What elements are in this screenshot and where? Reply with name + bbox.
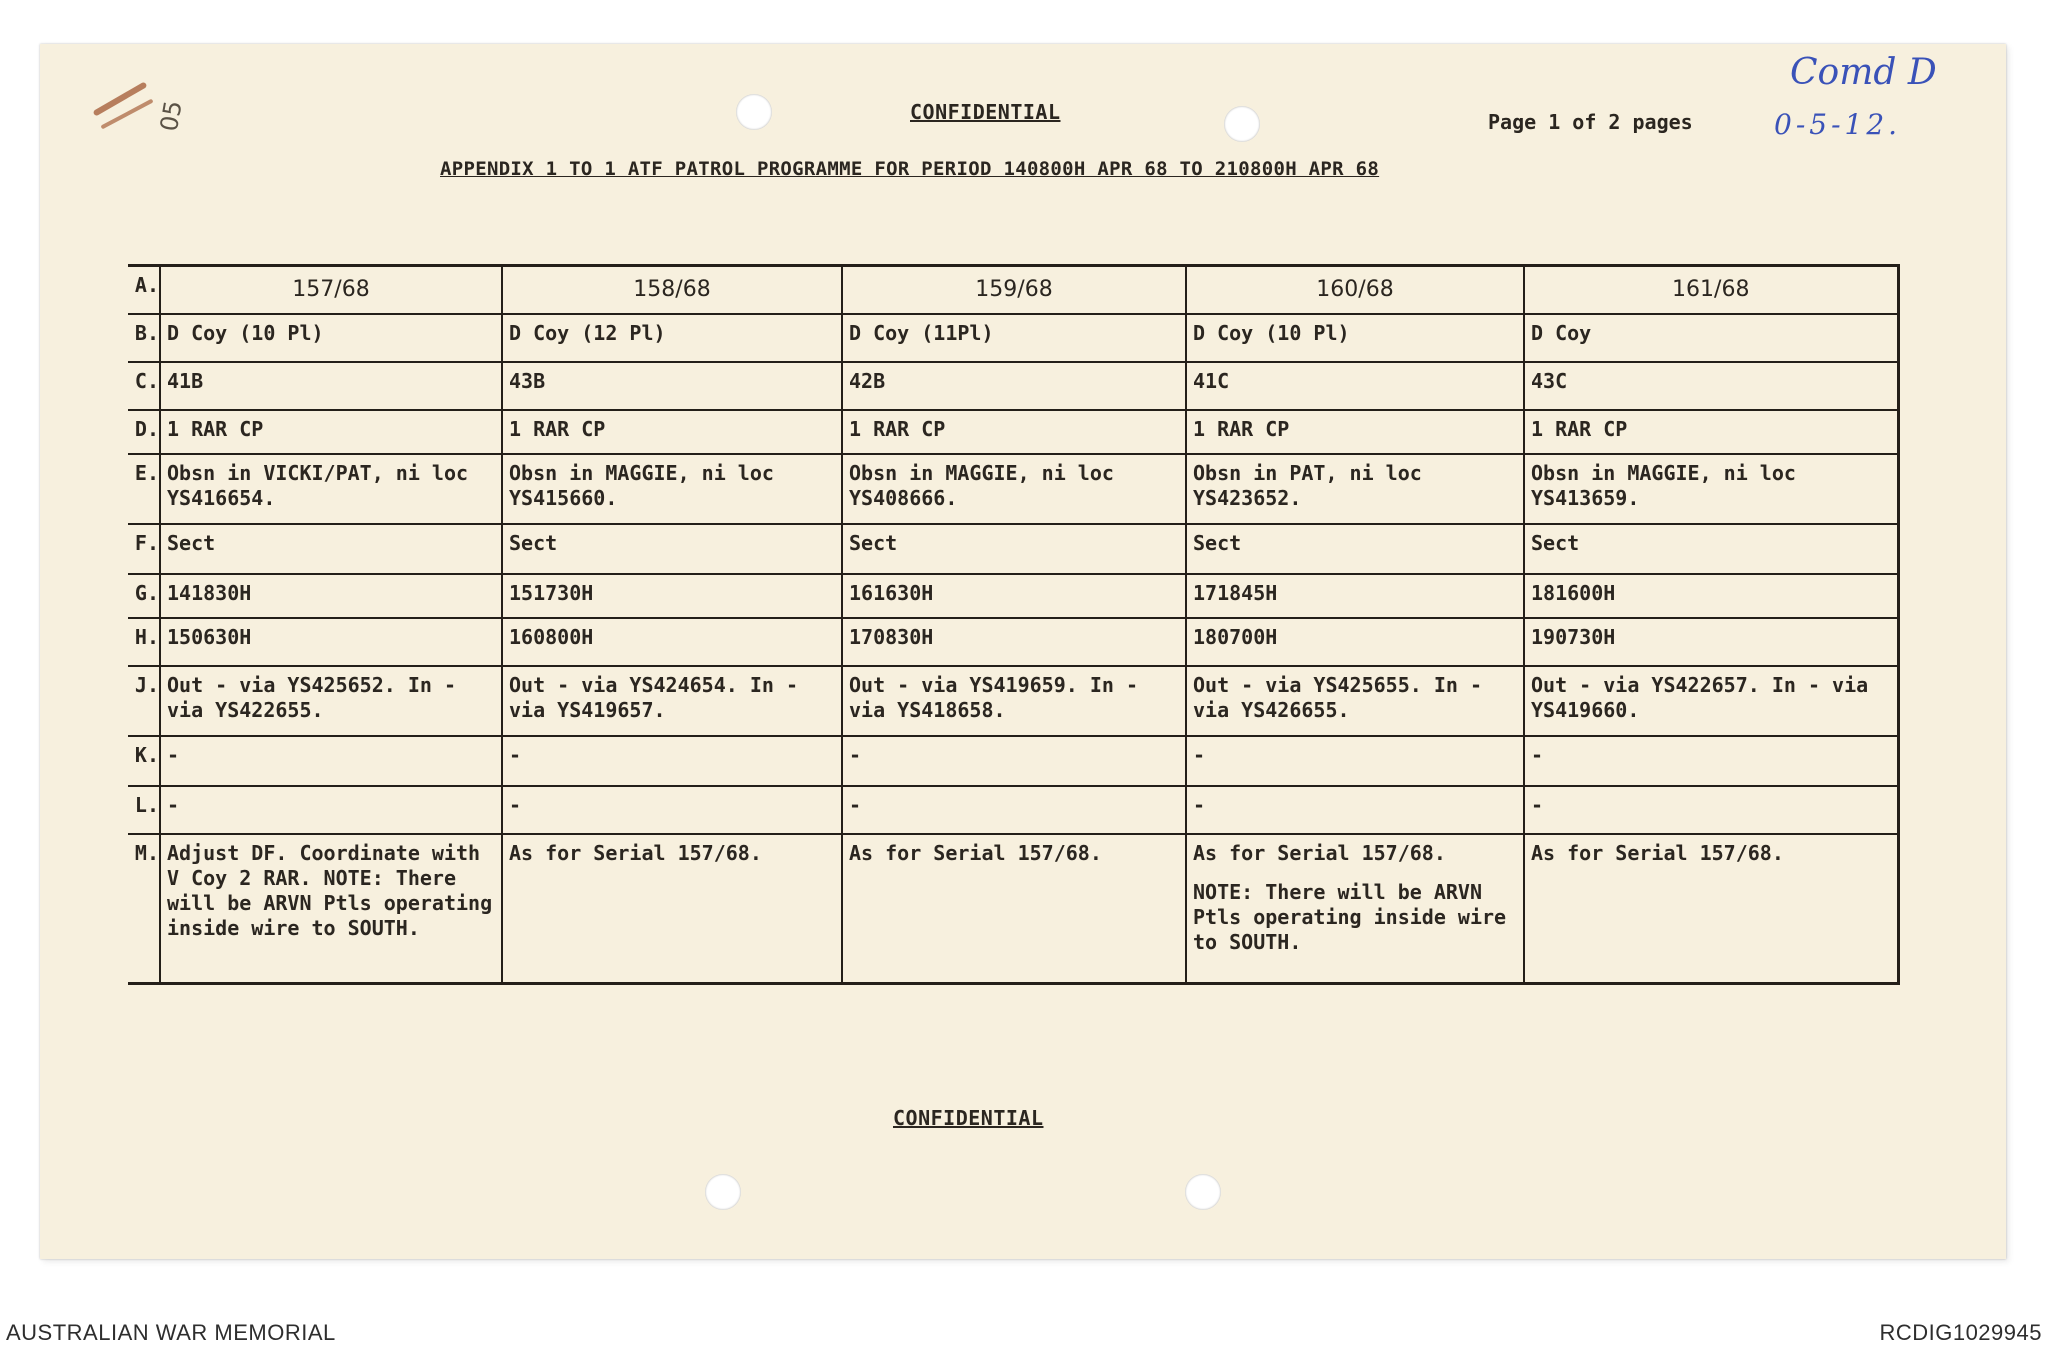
table-cell xyxy=(842,314,1186,362)
table-cell xyxy=(160,314,502,362)
table-cell xyxy=(502,454,842,524)
page-indicator: Page 1 of 2 pages xyxy=(1488,110,1693,134)
table-cell xyxy=(502,314,842,362)
table-cell xyxy=(1186,362,1524,410)
cell-text: 151730H xyxy=(509,580,594,605)
cell-text: - xyxy=(849,742,862,767)
table-row xyxy=(128,666,1898,736)
table-cell xyxy=(160,666,502,736)
patrol-table xyxy=(128,264,1900,985)
cell-text: 41B xyxy=(167,368,204,393)
table-cell xyxy=(1186,574,1524,618)
cell-text: 161630H xyxy=(849,580,934,605)
row-label: D. xyxy=(128,410,160,454)
cell-text: - xyxy=(1193,742,1206,767)
cell-text: 171845H xyxy=(1193,580,1278,605)
table-cell xyxy=(842,618,1186,666)
table-cell xyxy=(160,410,502,454)
row-label: F. xyxy=(128,524,160,574)
archive-item-id: RCDIG1029945 xyxy=(1879,1320,2042,1345)
cell-text: - xyxy=(1193,792,1206,817)
table-cell xyxy=(160,574,502,618)
table-cell xyxy=(1524,524,1898,574)
cell-text: 1 RAR CP xyxy=(849,416,946,441)
cell-text: 160/68 xyxy=(1316,277,1394,302)
page-title: APPENDIX 1 TO 1 ATF PATROL PROGRAMME FOR PERIOD 140800H APR 68 TO 210800H APR 68 xyxy=(440,158,1380,180)
cell-text: Sect xyxy=(849,530,898,555)
footer-classification: CONFIDENTIAL xyxy=(893,1106,1044,1130)
cell-text: 190730H xyxy=(1531,624,1616,649)
row-label: B. xyxy=(128,314,160,362)
cell-text: D Coy (10 Pl) xyxy=(1193,320,1350,345)
table-cell xyxy=(1186,454,1524,524)
cell-text: - xyxy=(849,792,862,817)
punch-hole-top-left xyxy=(736,94,772,130)
table-cell xyxy=(1186,618,1524,666)
table-cell xyxy=(1524,834,1898,984)
cell-text: 180700H xyxy=(1193,624,1278,649)
table-cell xyxy=(502,834,842,984)
table-cell xyxy=(1186,834,1524,984)
cell-text: - xyxy=(167,792,180,817)
serial-cell xyxy=(1186,266,1524,314)
cell-text: 43B xyxy=(509,368,546,393)
table-cell xyxy=(1524,314,1898,362)
table-cell xyxy=(842,524,1186,574)
cell-text: Out - via YS419659. In - via YS418658. xyxy=(849,672,1138,722)
cell-text: 159/68 xyxy=(975,277,1053,302)
table-row xyxy=(128,410,1898,454)
table-cell xyxy=(1524,362,1898,410)
row-label: G. xyxy=(128,574,160,618)
cell-text: 158/68 xyxy=(633,277,711,302)
table-row xyxy=(128,314,1898,362)
table-cell xyxy=(1524,786,1898,834)
table-cell xyxy=(160,454,502,524)
cell-text: 42B xyxy=(849,368,886,393)
table-cell xyxy=(160,786,502,834)
cell-text: D Coy (12 Pl) xyxy=(509,320,666,345)
cell-text: - xyxy=(509,742,522,767)
table-cell xyxy=(1186,524,1524,574)
table-cell xyxy=(160,618,502,666)
handwritten-annotation: 0-5-12. xyxy=(1774,108,1902,141)
cell-text: 1 RAR CP xyxy=(509,416,606,441)
cell-text: 1 RAR CP xyxy=(1193,416,1290,441)
cell-text: Out - via YS422657. In - via YS419660. xyxy=(1531,672,1869,722)
table-cell xyxy=(1524,736,1898,786)
table-cell xyxy=(1524,410,1898,454)
row-label: L. xyxy=(128,786,160,834)
row-label: C. xyxy=(128,362,160,410)
cell-text: 161/68 xyxy=(1672,277,1750,302)
table-row xyxy=(128,524,1898,574)
table-cell xyxy=(160,834,502,984)
table-cell xyxy=(842,666,1186,736)
cell-text: As for Serial 157/68. xyxy=(849,840,1102,865)
table-cell xyxy=(502,410,842,454)
cell-text: D Coy (11Pl) xyxy=(849,320,994,345)
cell-text: - xyxy=(509,792,522,817)
cell-text: Sect xyxy=(1193,530,1242,555)
table-cell xyxy=(842,410,1186,454)
table-cell xyxy=(1186,314,1524,362)
cell-text: Obsn in MAGGIE, ni loc YS415660. xyxy=(509,460,774,510)
punch-hole-bottom-left xyxy=(705,1174,741,1210)
table-row xyxy=(128,618,1898,666)
table-cell xyxy=(502,574,842,618)
cell-text: 150630H xyxy=(167,624,252,649)
table-row xyxy=(128,786,1898,834)
cell-text: - xyxy=(167,742,180,767)
table-cell xyxy=(1186,410,1524,454)
table-cell xyxy=(842,454,1186,524)
cell-text: Out - via YS425655. In - via YS426655. xyxy=(1193,672,1482,722)
punch-hole-top-right xyxy=(1224,106,1260,142)
cell-text: 41C xyxy=(1193,368,1230,393)
cell-text: - xyxy=(1531,792,1544,817)
table-cell xyxy=(842,834,1186,984)
corner-mark: 05 xyxy=(154,98,188,134)
cell-text: 141830H xyxy=(167,580,252,605)
header-classification: CONFIDENTIAL xyxy=(910,100,1061,124)
cell-text: Adjust DF. Coordinate with V Coy 2 RAR. NOTE: There will be ARVN Ptls operating inside wire to SOUTH. xyxy=(167,840,493,940)
serial-cell xyxy=(842,266,1186,314)
table-cell xyxy=(1524,618,1898,666)
cell-text: 157/68 xyxy=(292,277,370,302)
cell-text: 1 RAR CP xyxy=(1531,416,1628,441)
table-cell xyxy=(502,362,842,410)
cell-text: Sect xyxy=(509,530,558,555)
cell-text: D Coy (10 Pl) xyxy=(167,320,324,345)
table-cell xyxy=(1524,574,1898,618)
cell-text: As for Serial 157/68. xyxy=(509,840,762,865)
table-row xyxy=(128,574,1898,618)
cell-text: As for Serial 157/68. xyxy=(1531,840,1784,865)
table-row xyxy=(128,362,1898,410)
handwritten-annotation: Comd D xyxy=(1790,52,1937,93)
table-cell xyxy=(502,786,842,834)
table-row xyxy=(128,736,1898,786)
table-cell xyxy=(1186,736,1524,786)
cell-text: 43C xyxy=(1531,368,1568,393)
table-cell xyxy=(1186,666,1524,736)
cell-text: Out - via YS424654. In - via YS419657. xyxy=(509,672,798,722)
cell-text: Obsn in MAGGIE, ni loc YS408666. xyxy=(849,460,1114,510)
table-cell xyxy=(1186,786,1524,834)
row-label: K. xyxy=(128,736,160,786)
archive-institution: AUSTRALIAN WAR MEMORIAL xyxy=(6,1320,336,1345)
row-label: M. xyxy=(128,834,160,984)
table-row xyxy=(128,266,1898,314)
serial-cell xyxy=(1524,266,1898,314)
cell-text: 1 RAR CP xyxy=(167,416,264,441)
serial-cell xyxy=(502,266,842,314)
cell-text: D Coy xyxy=(1531,320,1592,345)
cell-text: Obsn in VICKI/PAT, ni loc YS416654. xyxy=(167,460,469,510)
row-label: A. xyxy=(128,266,160,314)
table-cell xyxy=(160,362,502,410)
table-cell xyxy=(502,618,842,666)
cell-text: - xyxy=(1531,742,1544,767)
cell-text: 160800H xyxy=(509,624,594,649)
serial-cell xyxy=(160,266,502,314)
table-cell xyxy=(842,362,1186,410)
table-cell xyxy=(1524,666,1898,736)
cell-text: Out - via YS425652. In - via YS422655. xyxy=(167,672,456,722)
table-cell xyxy=(160,524,502,574)
punch-hole-bottom-right xyxy=(1185,1174,1221,1210)
table-row xyxy=(128,834,1898,984)
table-cell xyxy=(842,786,1186,834)
table-cell xyxy=(1524,454,1898,524)
cell-text: 181600H xyxy=(1531,580,1616,605)
cell-text: 170830H xyxy=(849,624,934,649)
table-cell xyxy=(502,524,842,574)
row-label: J. xyxy=(128,666,160,736)
cell-text: Obsn in MAGGIE, ni loc YS413659. xyxy=(1531,460,1796,510)
remarks-note: NOTE: There will be ARVN Ptls operating inside wire to SOUTH. xyxy=(1193,879,1507,954)
row-label: H. xyxy=(128,618,160,666)
cell-text: Obsn in PAT, ni loc YS423652. xyxy=(1193,460,1422,510)
table-cell xyxy=(842,736,1186,786)
row-label: E. xyxy=(128,454,160,524)
table-cell xyxy=(502,666,842,736)
cell-text: Sect xyxy=(167,530,216,555)
table-row xyxy=(128,454,1898,524)
table-cell xyxy=(842,574,1186,618)
cell-text: Sect xyxy=(1531,530,1580,555)
cell-text: As for Serial 157/68. xyxy=(1193,840,1446,865)
table-cell xyxy=(160,736,502,786)
table-cell xyxy=(502,736,842,786)
